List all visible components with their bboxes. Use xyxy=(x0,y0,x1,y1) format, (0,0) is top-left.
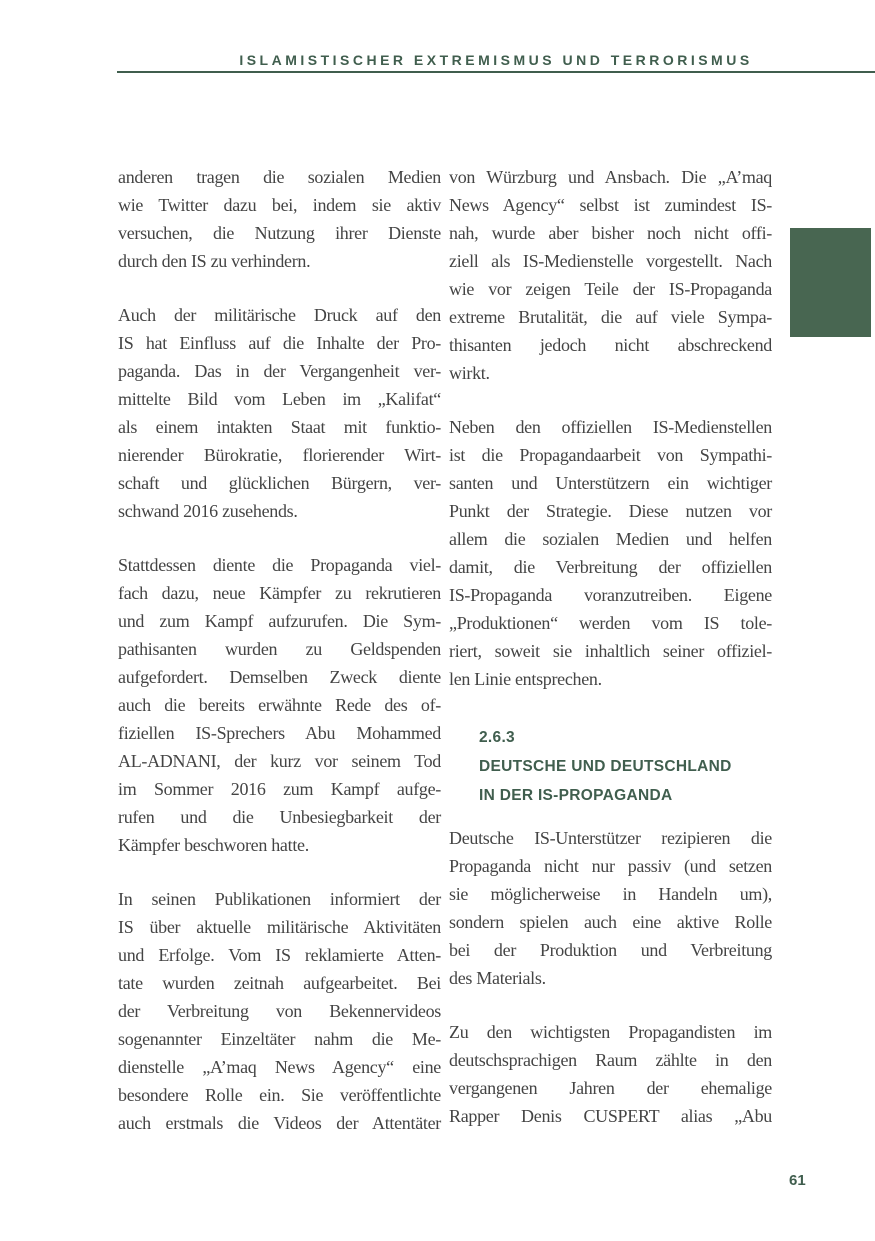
text-line: im Sommer 2016 zum Kampf aufge- xyxy=(118,779,441,799)
text-line: IS über aktuelle militärische Aktivitäten xyxy=(118,917,441,937)
paragraph xyxy=(118,551,441,859)
text-line: bei der Produktion und Verbreitung xyxy=(449,940,772,960)
text-line: sie möglicherweise in Handeln um), xyxy=(449,884,772,904)
header-rule xyxy=(117,71,875,73)
text-line: wirkt. xyxy=(449,363,490,383)
text-line: Auch der militärische Druck auf den xyxy=(118,305,441,325)
text-line: Kämpfer beschworen hatte. xyxy=(118,835,309,855)
text-line: sondern spielen auch eine aktive Rolle xyxy=(449,912,772,932)
text-line: len Linie entsprechen. xyxy=(449,669,602,689)
text-line: nah, wurde aber bisher noch nicht offi- xyxy=(449,223,772,243)
text-line: als einem intakten Staat mit funktio- xyxy=(118,417,441,437)
text-line: damit, die Verbreitung der offiziellen xyxy=(449,557,772,577)
text-line: deutschsprachigen Raum zählte in den xyxy=(449,1050,772,1070)
page-number: 61 xyxy=(789,1172,806,1189)
text-line: Rapper Denis CUSPERT alias „Abu xyxy=(449,1106,772,1126)
text-line: wie vor zeigen Teile der IS-Propaganda xyxy=(449,279,772,299)
left-column xyxy=(118,163,441,1163)
text-line: News Agency“ selbst ist zumindest IS- xyxy=(449,195,772,215)
text-line: Propaganda nicht nur passiv (und setzen xyxy=(449,856,772,876)
paragraph xyxy=(118,301,441,525)
text-line: DEUTSCHE UND DEUTSCHLAND xyxy=(479,758,732,775)
text-line: In seinen Publikationen informiert der xyxy=(118,889,441,909)
text-line: IN DER IS-PROPAGANDA xyxy=(479,787,673,804)
paragraph xyxy=(449,1018,772,1130)
text-line: fiziellen IS-Sprechers Abu Mohammed xyxy=(118,723,441,743)
text-line: 2.6.3 xyxy=(479,729,515,746)
text-line: durch den IS zu verhindern. xyxy=(118,251,311,271)
text-line: riert, soweit sie inhaltlich seiner offiziel- xyxy=(449,641,772,661)
text-line: extreme Brutalität, die auf viele Sympa- xyxy=(449,307,772,327)
paragraph xyxy=(449,824,772,992)
text-line: IS hat Einfluss auf die Inhalte der Pro- xyxy=(118,333,441,353)
right-column xyxy=(449,163,772,1156)
text-line: allem die sozialen Medien und helfen xyxy=(449,529,772,549)
text-line: fach dazu, neue Kämpfer zu rekrutieren xyxy=(118,583,441,603)
text-line: paganda. Das in der Vergangenheit ver- xyxy=(118,361,441,381)
text-line: pathisanten wurden zu Geldspenden xyxy=(118,639,441,659)
text-line: nierender Bürokratie, florierender Wirt- xyxy=(118,445,441,465)
text-line: Stattdessen diente die Propaganda viel- xyxy=(118,555,441,575)
text-line: sogenannter Einzeltäter nahm die Me- xyxy=(118,1029,441,1049)
text-line: von Würzburg und Ansbach. Die „A’maq xyxy=(449,167,772,187)
text-line: Deutsche IS-Unterstützer rezipieren die xyxy=(449,828,772,848)
text-line: besondere Rolle ein. Sie veröffentlichte xyxy=(118,1085,441,1105)
text-line: ziell als IS-Medienstelle vorgestellt. Nach xyxy=(449,251,772,271)
paragraph xyxy=(118,163,441,275)
text-line: auch die bereits erwähnte Rede des of- xyxy=(118,695,441,715)
text-line: santen und Unterstützern ein wichtiger xyxy=(449,473,772,493)
chapter-side-tab xyxy=(790,228,871,337)
text-line: „Produktionen“ werden vom IS tole- xyxy=(449,613,772,633)
text-line: und zum Kampf aufzurufen. Die Sym- xyxy=(118,611,441,631)
text-line: tate wurden zeitnah aufgearbeitet. Bei xyxy=(118,973,441,993)
text-line: auch erstmals die Videos der Attentäter xyxy=(118,1113,441,1133)
text-line: thisanten jedoch nicht abschreckend xyxy=(449,335,772,355)
text-line: dienstelle „A’maq News Agency“ eine xyxy=(118,1057,441,1077)
text-line: AL-ADNANI, der kurz vor seinem Tod xyxy=(118,751,441,771)
text-line: wie Twitter dazu bei, indem sie aktiv xyxy=(118,195,441,215)
text-line: anderen tragen die sozialen Medien xyxy=(118,167,441,187)
section-heading xyxy=(479,723,772,810)
running-header-title: ISLAMISTISCHER EXTREMISMUS UND TERRORISMUS xyxy=(239,52,753,68)
text-line: Zu den wichtigsten Propagandisten im xyxy=(449,1022,772,1042)
text-line: und Erfolge. Vom IS reklamierte Atten- xyxy=(118,945,441,965)
text-line: versuchen, die Nutzung ihrer Dienste xyxy=(118,223,441,243)
paragraph xyxy=(118,885,441,1137)
text-line: schwand 2016 zusehends. xyxy=(118,501,298,521)
paragraph xyxy=(449,413,772,693)
text-line: ist die Propagandaarbeit von Sympathi- xyxy=(449,445,772,465)
text-line: der Verbreitung von Bekennervideos xyxy=(118,1001,441,1021)
text-line: IS-Propaganda voranzutreiben. Eigene xyxy=(449,585,772,605)
paragraph xyxy=(449,163,772,387)
text-line: Neben den offiziellen IS-Medienstellen xyxy=(449,417,772,437)
text-line: rufen und die Unbesiegbarkeit der xyxy=(118,807,441,827)
text-line: mittelte Bild vom Leben im „Kalifat“ xyxy=(118,389,441,409)
text-line: Punkt der Strategie. Diese nutzen vor xyxy=(449,501,772,521)
text-line: vergangenen Jahren der ehemalige xyxy=(449,1078,772,1098)
text-line: schaft und glücklichen Bürgern, ver- xyxy=(118,473,441,493)
text-line: des Materials. xyxy=(449,968,546,988)
text-line: aufgefordert. Demselben Zweck diente xyxy=(118,667,441,687)
